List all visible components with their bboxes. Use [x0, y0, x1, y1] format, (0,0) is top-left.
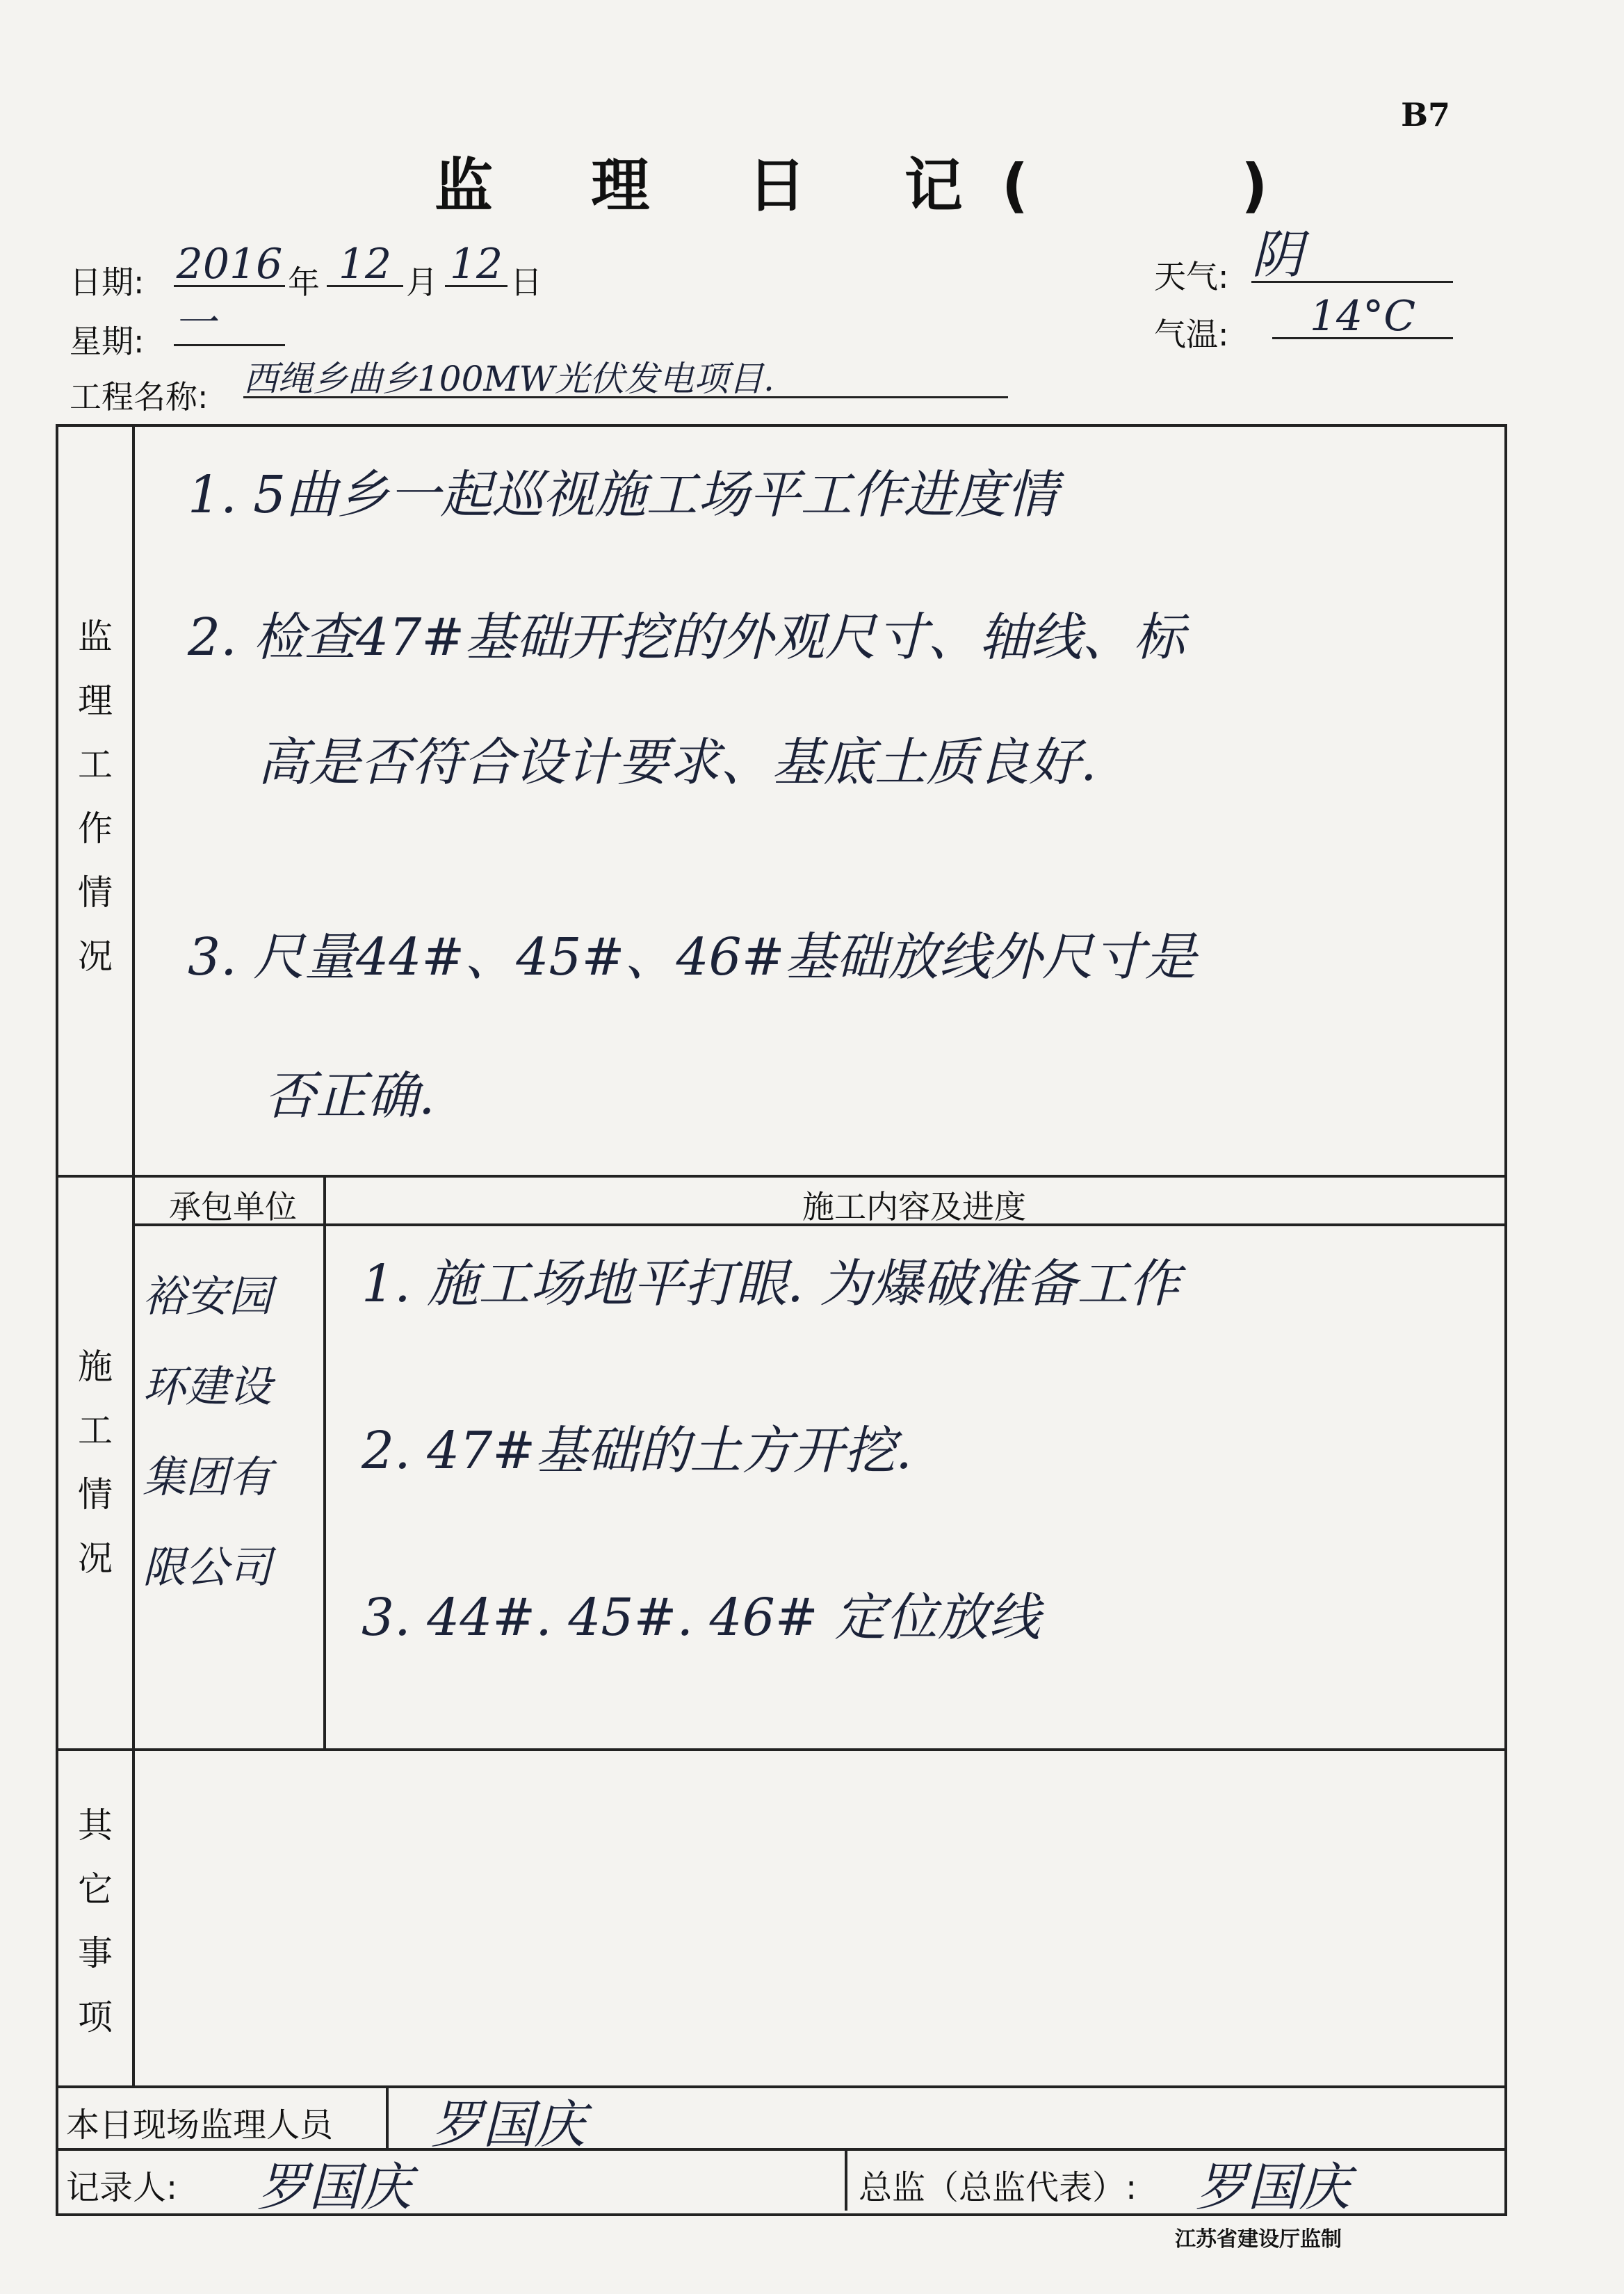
footer-divider-onsite	[386, 2085, 389, 2148]
date-month: 12	[327, 243, 403, 287]
recorder-signature: 罗国庆	[257, 2158, 412, 2218]
supervision-line-2: 2. 检查47#基础开挖的外观尺寸、轴线、标	[188, 608, 1185, 667]
section-divider-2	[56, 1748, 1504, 1751]
contractor-name: 裕安园 环建设 集团有 限公司	[143, 1271, 273, 1593]
construction-line-3: 3. 44#. 45#. 46# 定位放线	[362, 1588, 1041, 1648]
project-label: 工程名称:	[70, 378, 209, 416]
page-title	[435, 139, 1307, 223]
temperature-label: 气温:	[1154, 316, 1229, 353]
chief-supervisor-signature: 罗国庆	[1196, 2158, 1350, 2218]
supervision-label: 监 理 工 作 情 况	[78, 617, 113, 977]
month-suffix: 月	[406, 263, 438, 301]
supervision-line-1: 1. 5曲乡一起巡视施工场平工作进度情	[188, 465, 1058, 525]
supervision-line-5: 否正确.	[264, 1066, 435, 1126]
date-year: 2016	[174, 243, 285, 287]
title-close: )	[1241, 152, 1307, 220]
weather-label: 天气:	[1154, 258, 1229, 295]
onsite-staff-label: 本日现场监理人员	[66, 2106, 334, 2145]
onsite-staff-signature: 罗国庆	[431, 2095, 585, 2155]
day-suffix: 日	[510, 263, 542, 301]
temperature-value: 14°C	[1272, 295, 1453, 339]
construction-label: 施 工 情 况	[78, 1347, 113, 1579]
content-header: 施工内容及进度	[802, 1188, 1026, 1226]
supervised-by-note: 江苏省建设厅监制	[1175, 2227, 1342, 2252]
section-divider-3	[56, 2085, 1504, 2088]
form-code: B7	[1401, 96, 1450, 133]
date-label: 日期:	[70, 263, 145, 301]
section-divider-1	[56, 1175, 1504, 1178]
supervision-line-3: 高是否符合设计要求、基底土质良好.	[257, 733, 1097, 792]
contractor-column-divider	[323, 1175, 326, 1748]
recorder-label: 记录人:	[66, 2168, 178, 2207]
other-matters-label: 其 它 事 项	[78, 1805, 113, 2037]
project-value: 西绳乡曲乡100MW光伏发电项目.	[243, 361, 1008, 398]
weekday-value: 一	[174, 302, 285, 346]
weather-value: 阴	[1251, 229, 1453, 283]
footer-divider-chief	[845, 2148, 847, 2211]
supervision-line-4: 3. 尺量44#、45#、46#基础放线外尺寸是	[188, 927, 1196, 987]
chief-supervisor-label: 总监（总监代表）:	[859, 2168, 1137, 2207]
date-day: 12	[445, 243, 508, 287]
construction-line-1: 1. 施工场地平打眼. 为爆破准备工作	[362, 1254, 1180, 1314]
weekday-label: 星期:	[70, 323, 145, 360]
contractor-header: 承包单位	[169, 1188, 297, 1226]
construction-line-2: 2. 47#基础的土方开挖.	[362, 1421, 912, 1481]
title-text: 监 理 日 记(	[435, 152, 1068, 220]
year-suffix: 年	[288, 263, 320, 301]
